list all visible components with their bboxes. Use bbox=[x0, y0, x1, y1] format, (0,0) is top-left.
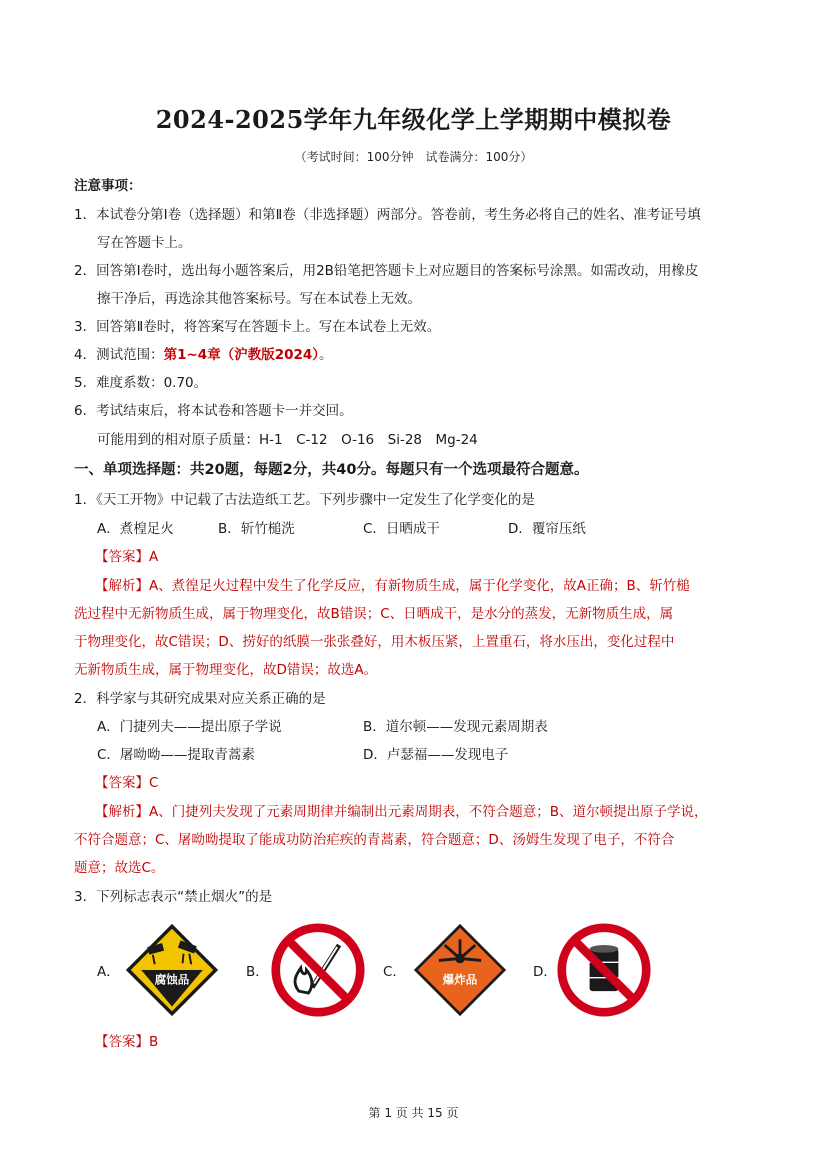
q2-stem: 2．科学家与其研究成果对应关系正确的是 bbox=[74, 691, 326, 707]
q1-option-d: D．覆帘压纸 bbox=[508, 521, 586, 537]
explosive-sign-icon bbox=[412, 922, 508, 1018]
q1-analysis-line-4: 无新物质生成，属于物理变化，故D错误；故选A。 bbox=[74, 662, 378, 678]
explosive-sign-text: 爆炸品 bbox=[442, 972, 478, 987]
note-4 bbox=[74, 345, 333, 365]
corrosive-sign-text: 腐蚀品 bbox=[154, 972, 190, 987]
q1-analysis-line-2: 洗过程中无新物质生成，属于物理变化，故B错误；C、日晒成干，是水分的蒸发，无新物质生成，属 bbox=[74, 606, 674, 622]
q3-option-b-label: B． bbox=[246, 964, 269, 980]
q2-answer: 【答案】C bbox=[95, 775, 159, 791]
q3-option-d-label: D． bbox=[533, 964, 557, 980]
note-2-line-2: 擦干净后，再选涂其他答案标号。写在本试卷上无效。 bbox=[97, 291, 421, 307]
q1-answer: 【答案】A bbox=[95, 549, 159, 565]
page-title: 2024-2025学年九年级化学上学期期中模拟卷 bbox=[155, 105, 672, 134]
notes-heading: 注意事项： bbox=[74, 178, 142, 194]
q2-option-b: B．道尔顿——发现元素周期表 bbox=[363, 719, 548, 735]
q2-analysis-line-2: 不符合题意；C、屠呦呦提取了能成功防治疟疾的青蒿素，符合题意；D、汤姆生发现了电子，不符合 bbox=[74, 832, 675, 848]
q2-option-d: D．卢瑟福——发现电子 bbox=[363, 747, 509, 763]
q1-stem: 1．《天工开物》中记载了古法造纸工艺。下列步骤中一定发生了化学变化的是 bbox=[74, 492, 535, 508]
q1-analysis-line-3: 于物理变化，故C错误；D、捞好的纸膜一张张叠好，用木板压紧，上置重石，将水压出，变化过程中 bbox=[74, 634, 675, 650]
note-1-line-1: 1．本试卷分第Ⅰ卷（选择题）和第Ⅱ卷（非选择题）两部分。答卷前，考生务必将自己的姓名、准考证号填 bbox=[74, 207, 701, 223]
q1-analysis-line-1: 【解析】A、煮徨足火过程中发生了化学反应，有新物质生成，属于化学变化，故A正确；B、斩竹槌 bbox=[95, 578, 690, 594]
note-4-prefix: 4．测试范围： bbox=[74, 347, 164, 363]
note-6: 6．考试结束后，将本试卷和答题卡一并交回。 bbox=[74, 403, 353, 419]
note-2-line-1: 2．回答第Ⅰ卷时，选出每小题答案后，用2B铅笔把答题卡上对应题目的答案标号涂黑。如需改动，用橡皮 bbox=[74, 263, 699, 279]
q2-analysis-line-1: 【解析】A、门捷列夫发现了元素周期律并编制出元素周期表，不符合题意；B、道尔顿提出原子学说， bbox=[95, 804, 708, 820]
no-barrel-sign-icon bbox=[556, 922, 652, 1018]
q3-stem: 3．下列标志表示“禁止烟火”的是 bbox=[74, 889, 273, 905]
q3-option-a-label: A． bbox=[97, 964, 120, 980]
q1-option-c: C．日晒成干 bbox=[363, 521, 440, 537]
note-4-suffix: 。 bbox=[319, 347, 333, 363]
q1-option-b: B．斩竹槌洗 bbox=[218, 521, 295, 537]
q1-option-a: A．煮楻足火 bbox=[97, 521, 174, 537]
no-fire-sign-icon bbox=[270, 922, 366, 1018]
q3-answer: 【答案】B bbox=[95, 1034, 159, 1050]
page-number: 第 1 页 共 15 页 bbox=[368, 1106, 459, 1120]
section-1-heading: 一、单项选择题：共20题，每题2分，共40分。每题只有一个选项最符合题意。 bbox=[74, 462, 589, 478]
corrosive-sign-icon bbox=[124, 922, 220, 1018]
atomic-masses: 可能用到的相对原子质量：H-1 C-12 O-16 Si-28 Mg-24 bbox=[97, 432, 478, 448]
note-3: 3．回答第Ⅱ卷时，将答案写在答题卡上。写在本试卷上无效。 bbox=[74, 319, 441, 335]
note-1-line-2: 写在答题卡上。 bbox=[97, 235, 192, 251]
q2-analysis-line-3: 题意；故选C。 bbox=[74, 860, 165, 876]
test-range: 第1~4章（沪教版2024） bbox=[163, 347, 320, 363]
q2-option-a: A．门捷列夫——提出原子学说 bbox=[97, 719, 282, 735]
q3-option-c-label: C． bbox=[383, 964, 406, 980]
q2-option-c: C．屠呦呦——提取青蒿素 bbox=[97, 747, 255, 763]
exam-info: （考试时间：100分钟 试卷满分：100分） bbox=[294, 150, 533, 164]
note-5: 5．难度系数：0.70。 bbox=[74, 375, 208, 391]
